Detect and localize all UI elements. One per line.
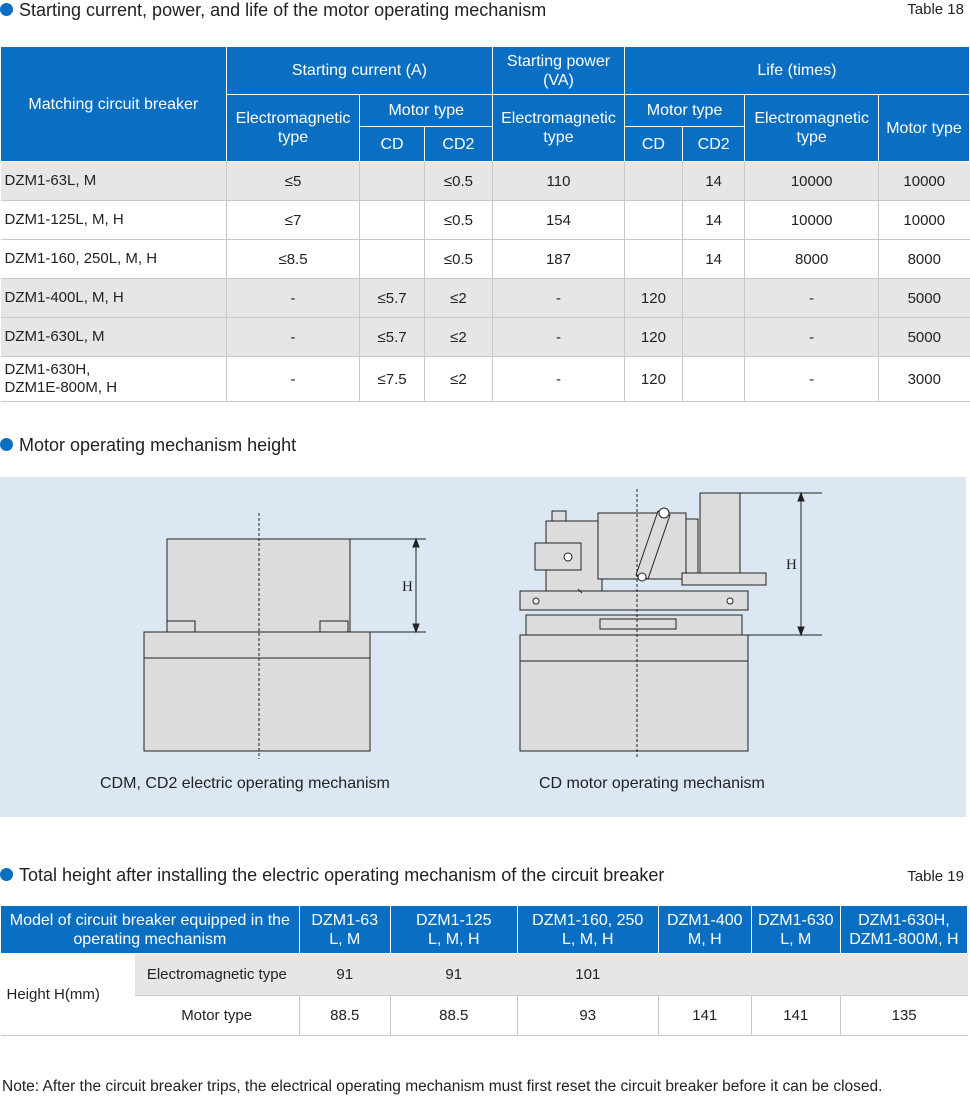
header-life-cd: CD <box>624 127 682 162</box>
dim-label-left: H <box>402 579 413 595</box>
right-foot <box>320 621 348 632</box>
right-slot <box>600 619 676 629</box>
cell: 91 <box>299 954 390 996</box>
cell: - <box>493 357 625 402</box>
cell: ≤5.7 <box>360 318 424 357</box>
table-row <box>1 240 970 279</box>
header-cd: CD <box>360 127 424 162</box>
cell: 8000 <box>879 240 970 279</box>
height-label: Height H(mm) <box>1 954 135 1036</box>
cell: ≤2 <box>424 318 492 357</box>
motor-label: Motor type <box>135 996 300 1036</box>
header-col: DZM1-63 L, M <box>299 906 390 954</box>
header-col: DZM1-630H, DZM1-800M, H <box>840 906 967 954</box>
header-life-motor-type-2: Motor type <box>879 95 970 162</box>
cell: 110 <box>493 162 625 201</box>
cell: ≤7.5 <box>360 357 424 402</box>
cell: 88.5 <box>299 996 390 1036</box>
cell: ≤5 <box>226 162 360 201</box>
right-knob <box>552 511 566 521</box>
header-model: Model of circuit breaker equipped in the operating mechanism <box>1 906 300 954</box>
cell <box>683 279 745 318</box>
cell: 120 <box>624 279 682 318</box>
right-rail <box>520 591 748 610</box>
cell: ≤2 <box>424 279 492 318</box>
right-base <box>520 661 748 751</box>
cell: 10000 <box>879 201 970 240</box>
mechanism-figure <box>0 477 966 817</box>
cell: 5000 <box>879 279 970 318</box>
header-starting-power: Starting power (VA) <box>493 47 625 95</box>
cell: 14 <box>683 201 745 240</box>
cell: 120 <box>624 357 682 402</box>
bullet-icon <box>0 868 13 881</box>
cell: ≤8.5 <box>226 240 360 279</box>
cell <box>624 240 682 279</box>
caption-left: CDM, CD2 electric operating mechanism <box>100 775 390 792</box>
header-life-cd2: CD2 <box>683 127 745 162</box>
cell: - <box>226 357 360 402</box>
cell <box>658 954 751 996</box>
section-heading-starting: Starting current, power, and life of the motor operating mechanism <box>0 0 546 21</box>
cell <box>624 162 682 201</box>
breaker-cell: DZM1-630L, M <box>1 318 227 357</box>
header-col: DZM1-125 L, M, H <box>390 906 517 954</box>
header-col: DZM1-630 L, M <box>751 906 840 954</box>
table-row <box>1 201 970 240</box>
left-base <box>144 658 370 751</box>
right-pin-box <box>535 543 581 570</box>
cell <box>360 162 424 201</box>
header-starting-current: Starting current (A) <box>226 47 492 95</box>
cell: 88.5 <box>390 996 517 1036</box>
cell: 14 <box>683 240 745 279</box>
left-mid-plate <box>144 632 370 658</box>
cell: ≤0.5 <box>424 240 492 279</box>
cell: 135 <box>840 996 967 1036</box>
header-life: Life (times) <box>624 47 969 95</box>
cell: 141 <box>751 996 840 1036</box>
cell: 91 <box>390 954 517 996</box>
section-heading-height: Motor operating mechanism height <box>0 435 296 456</box>
cell: - <box>745 318 879 357</box>
cell: 101 <box>517 954 658 996</box>
cell: 10000 <box>745 162 879 201</box>
cell <box>840 954 967 996</box>
bullet-icon <box>0 438 13 451</box>
cell: - <box>226 279 360 318</box>
starting-table <box>0 46 970 402</box>
cell: 10000 <box>879 162 970 201</box>
header-motor-type: Motor type <box>360 95 493 127</box>
cell: - <box>745 279 879 318</box>
table-row <box>1 357 970 402</box>
caption-right: CD motor operating mechanism <box>539 775 765 792</box>
height-table <box>0 905 968 1036</box>
table-row <box>1 162 970 201</box>
cell: ≤2 <box>424 357 492 402</box>
right-mid-plate <box>520 635 748 661</box>
cell <box>683 318 745 357</box>
cell <box>751 954 840 996</box>
cell: - <box>493 279 625 318</box>
cell: ≤0.5 <box>424 201 492 240</box>
cell: 8000 <box>745 240 879 279</box>
table-row <box>1 996 968 1036</box>
breaker-cell: DZM1-125L, M, H <box>1 201 227 240</box>
cell: 5000 <box>879 318 970 357</box>
left-foot <box>167 621 195 632</box>
cell: - <box>493 318 625 357</box>
header-matching-breaker: Matching circuit breaker <box>1 47 227 162</box>
header-life-em-type: Electromagnetic type <box>745 95 879 162</box>
right-gear <box>686 519 698 575</box>
cell: 187 <box>493 240 625 279</box>
header-col: DZM1-400 M, H <box>658 906 751 954</box>
table-row <box>1 954 968 996</box>
cell: ≤0.5 <box>424 162 492 201</box>
cell <box>360 201 424 240</box>
right-tall-block <box>700 493 740 573</box>
dim-label-right: H <box>786 557 797 573</box>
cell: ≤5.7 <box>360 279 424 318</box>
header-em-type: Electromagnetic type <box>226 95 360 162</box>
section-heading-total-height: Total height after installing the electric operating mechanism of the circuit breaker <box>0 865 664 886</box>
bullet-icon <box>0 3 13 16</box>
breaker-cell: DZM1-160, 250L, M, H <box>1 240 227 279</box>
breaker-cell: DZM1-63L, M <box>1 162 227 201</box>
breaker-cell: DZM1-630H, DZM1E-800M, H <box>1 357 227 402</box>
cell: ≤7 <box>226 201 360 240</box>
table-row <box>1 318 970 357</box>
cell: 14 <box>683 162 745 201</box>
cell: 120 <box>624 318 682 357</box>
header-cd2: CD2 <box>424 127 492 162</box>
cell: 3000 <box>879 357 970 402</box>
table-number: Table 19 <box>907 868 964 885</box>
right-arm <box>682 573 766 585</box>
cell <box>624 201 682 240</box>
mechanism-drawing <box>0 477 966 817</box>
footnote: Note: After the circuit breaker trips, the electrical operating mechanism must first reset the circuit breaker before it can be closed. <box>2 1078 883 1095</box>
cell: 154 <box>493 201 625 240</box>
cell: 10000 <box>745 201 879 240</box>
cell: - <box>745 357 879 402</box>
cell: 93 <box>517 996 658 1036</box>
cell: - <box>226 318 360 357</box>
table-row <box>1 279 970 318</box>
table-number: Table 18 <box>907 1 964 18</box>
cell <box>360 240 424 279</box>
breaker-cell: DZM1-400L, M, H <box>1 279 227 318</box>
header-col: DZM1-160, 250 L, M, H <box>517 906 658 954</box>
header-life-motor-type: Motor type <box>624 95 744 127</box>
cell <box>683 357 745 402</box>
header-power-em-type: Electromagnetic type <box>493 95 625 162</box>
em-label: Electromagnetic type <box>135 954 300 996</box>
cell: 141 <box>658 996 751 1036</box>
